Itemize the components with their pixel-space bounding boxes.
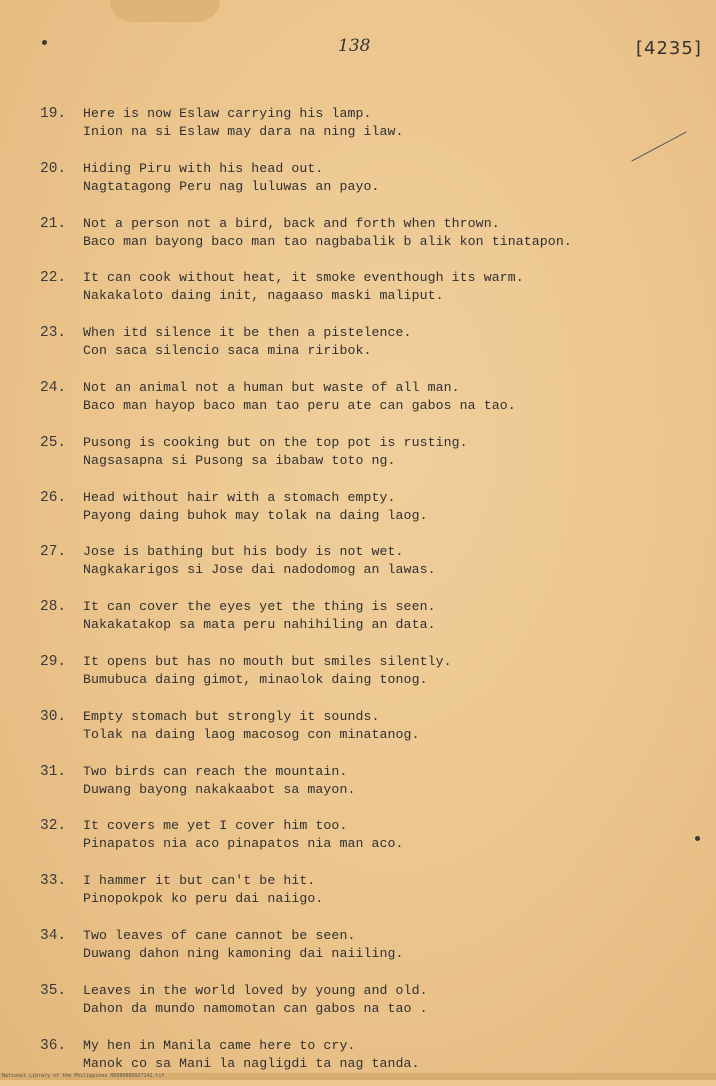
riddle-entry xyxy=(0,319,716,374)
riddle-english: It can cook without heat, it smoke eventhough its warm. xyxy=(83,270,524,286)
riddle-bikol: Nagkakarigos si Jose dai nadodomog an lawas. xyxy=(83,562,436,578)
riddle-english: It opens but has no mouth but smiles silently. xyxy=(83,653,452,669)
riddle-bikol: Payong daing buhok may tolak na daing laog. xyxy=(83,507,428,523)
riddle-entry xyxy=(0,374,716,429)
riddle-english: Jose is bathing but his body is not wet. xyxy=(83,544,404,560)
riddle-number: 20. xyxy=(40,160,67,177)
page-number: 138 xyxy=(338,36,371,56)
document-code: [4235] xyxy=(636,38,702,59)
riddle-number: 25. xyxy=(40,434,67,451)
riddle-number: 22. xyxy=(40,270,67,287)
riddle-entry xyxy=(0,155,716,210)
riddle-number: 28. xyxy=(40,599,67,616)
riddle-entry xyxy=(0,593,716,648)
riddle-english: Not a person not a bird, back and forth when thrown. xyxy=(83,215,500,231)
punch-hole-mark xyxy=(42,40,47,45)
riddle-english: My hen in Manila came here to cry. xyxy=(83,1037,356,1053)
riddle-entry xyxy=(0,264,716,319)
riddle-number: 34. xyxy=(40,927,67,944)
riddle-entry xyxy=(0,703,716,758)
riddle-english: Hiding Piru with his head out. xyxy=(83,160,324,176)
riddle-entry xyxy=(0,429,716,484)
riddle-english: I hammer it but can't be hit. xyxy=(83,873,316,889)
riddle-bikol: Pinopokpok ko peru dai naiigo. xyxy=(83,891,324,907)
riddle-entry xyxy=(0,484,716,539)
riddle-entry xyxy=(0,648,716,703)
riddle-english: It covers me yet I cover him too. xyxy=(83,818,348,834)
riddle-english: Two leaves of cane cannot be seen. xyxy=(83,927,356,943)
riddle-english: Head without hair with a stomach empty. xyxy=(83,489,396,505)
riddle-bikol: Duwang bayong nakakaabot sa mayon. xyxy=(83,781,356,797)
riddle-entry xyxy=(0,538,716,593)
riddle-bikol: Baco man hayop baco man tao peru ate can gabos na tao. xyxy=(83,397,516,413)
riddle-bikol: Dahon da mundo namomotan can gabos na tao . xyxy=(83,1000,428,1016)
riddle-bikol: Bumubuca daing gimot, minaolok daing tonog. xyxy=(83,671,428,687)
riddle-number: 26. xyxy=(40,489,67,506)
riddle-entry xyxy=(0,812,716,867)
riddle-bikol: Duwang dahon ning kamoning dai naiiling. xyxy=(83,945,404,961)
riddle-english: Leaves in the world loved by young and old. xyxy=(83,982,428,998)
riddle-number: 21. xyxy=(40,215,67,232)
riddle-entry xyxy=(0,100,716,155)
riddle-bikol: Inion na si Eslaw may dara na ning ilaw. xyxy=(83,124,404,139)
paper-stain xyxy=(110,0,220,22)
riddle-number: 33. xyxy=(40,873,67,890)
riddle-bikol: Con saca silencio saca mina riribok. xyxy=(83,343,372,359)
riddle-number: 30. xyxy=(40,708,67,725)
riddle-english: Here is now Eslaw carrying his lamp. xyxy=(83,106,372,121)
riddle-entry xyxy=(0,867,716,922)
riddle-entry xyxy=(0,977,716,1032)
riddle-english: Not an animal not a human but waste of all man. xyxy=(83,379,460,395)
riddle-english: When itd silence it be then a pistelence. xyxy=(83,325,412,341)
riddle-bikol: Nakakaloto daing init, nagaaso maski maliput. xyxy=(83,288,444,304)
riddle-english: Pusong is cooking but on the top pot is rusting. xyxy=(83,434,468,450)
scan-footer: National Library of the Philippines HD089880027142.tif xyxy=(0,1073,716,1080)
riddle-bikol: Tolak na daing laog macosog con minatanog. xyxy=(83,726,420,742)
riddle-bikol: Nagtatagong Peru nag luluwas an payo. xyxy=(83,178,380,194)
riddle-number: 23. xyxy=(40,325,67,342)
riddle-entry xyxy=(0,210,716,265)
riddle-english: Two birds can reach the mountain. xyxy=(83,763,348,779)
riddle-bikol: Nagsasapna si Pusong sa ibabaw toto ng. xyxy=(83,452,396,468)
riddle-number: 36. xyxy=(40,1037,67,1054)
riddle-list xyxy=(0,100,716,1086)
riddle-number: 24. xyxy=(40,379,67,396)
riddle-entry xyxy=(0,758,716,813)
riddle-number: 35. xyxy=(40,982,67,999)
riddle-entry xyxy=(0,922,716,977)
riddle-number: 31. xyxy=(40,763,67,780)
riddle-bikol: Manok co sa Mani la nagligdi ta nag tanda. xyxy=(83,1055,420,1071)
riddle-number: 29. xyxy=(40,653,67,670)
riddle-number: 19. xyxy=(40,106,67,122)
riddle-number: 27. xyxy=(40,544,67,561)
riddle-english: Empty stomach but strongly it sounds. xyxy=(83,708,380,724)
riddle-english: It can cover the eyes yet the thing is seen. xyxy=(83,599,436,615)
riddle-bikol: Nakakatakop sa mata peru nahihiling an data. xyxy=(83,617,436,633)
riddle-bikol: Pinapatos nia aco pinapatos nia man aco. xyxy=(83,836,404,852)
riddle-number: 32. xyxy=(40,818,67,835)
riddle-bikol: Baco man bayong baco man tao nagbabalik b alik kon tinatapon. xyxy=(83,233,572,249)
